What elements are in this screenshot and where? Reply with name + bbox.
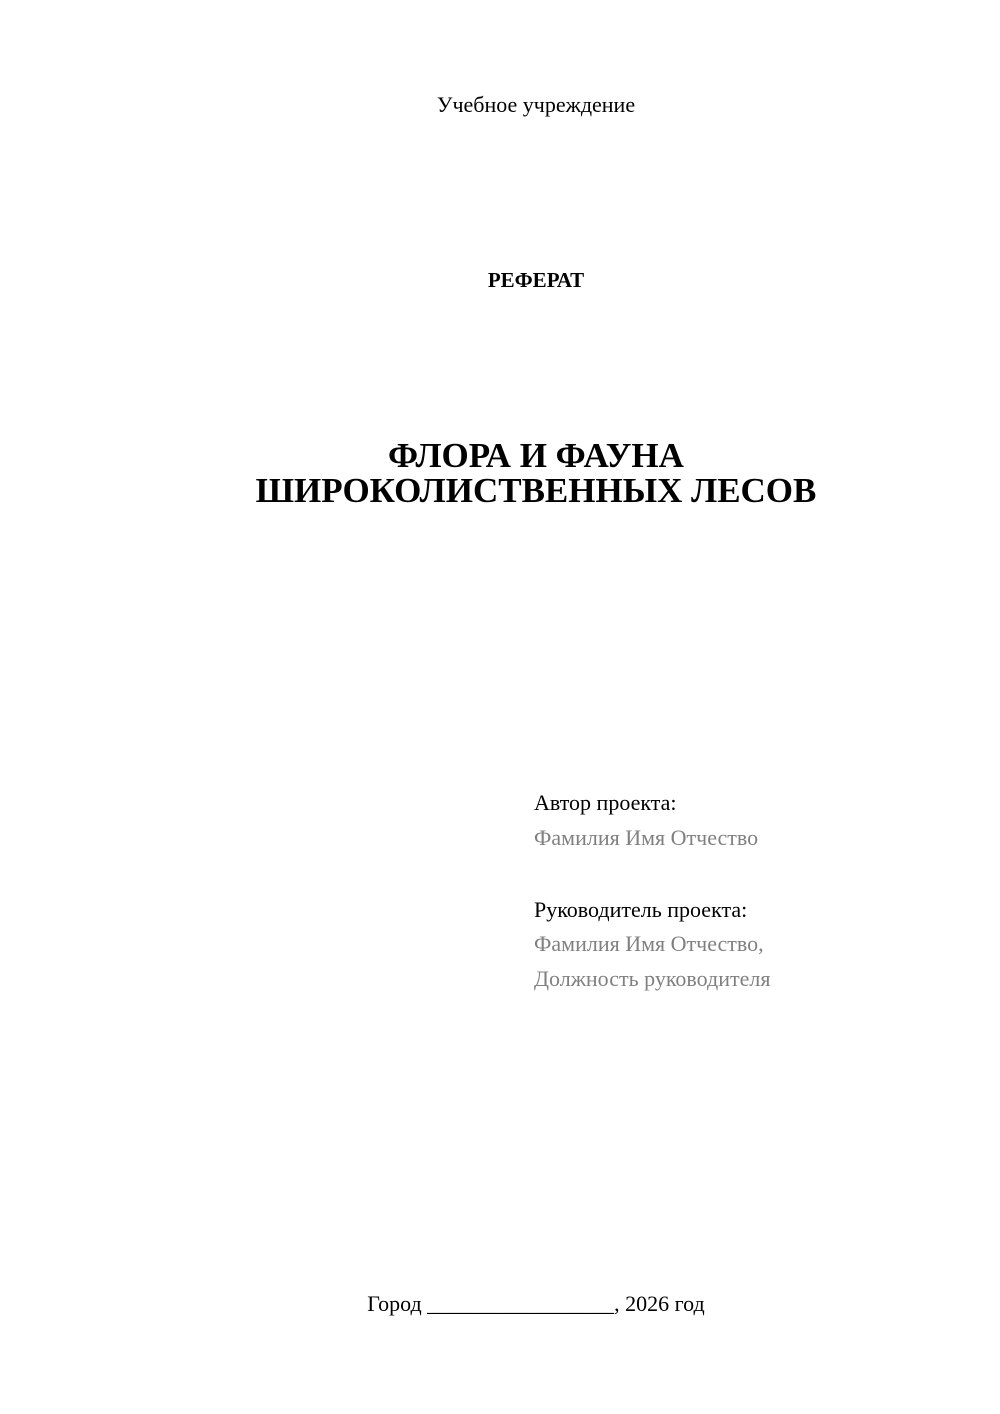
title-line-2: ШИРОКОЛИСТВЕННЫХ ЛЕСОВ	[255, 471, 817, 510]
supervisor-label: Руководитель проекта:	[534, 897, 748, 922]
city-blank: _________________	[427, 1291, 615, 1316]
supervisor-name: Фамилия Имя Отчество,	[534, 931, 764, 956]
supervisor-position: Должность руководителя	[534, 966, 771, 991]
city-label: Город	[367, 1291, 422, 1316]
title-line-1: ФЛОРА И ФАУНА	[388, 436, 684, 475]
footer-city-year	[36, 1293, 1000, 1315]
year: , 2026 год	[614, 1291, 705, 1316]
document-type: РЕФЕРАТ	[487, 268, 585, 292]
author-label: Автор проекта:	[534, 790, 677, 815]
document-title	[36, 438, 1000, 508]
author-name: Фамилия Имя Отчество	[534, 825, 759, 850]
institution-name: Учебное учреждение	[436, 92, 636, 117]
